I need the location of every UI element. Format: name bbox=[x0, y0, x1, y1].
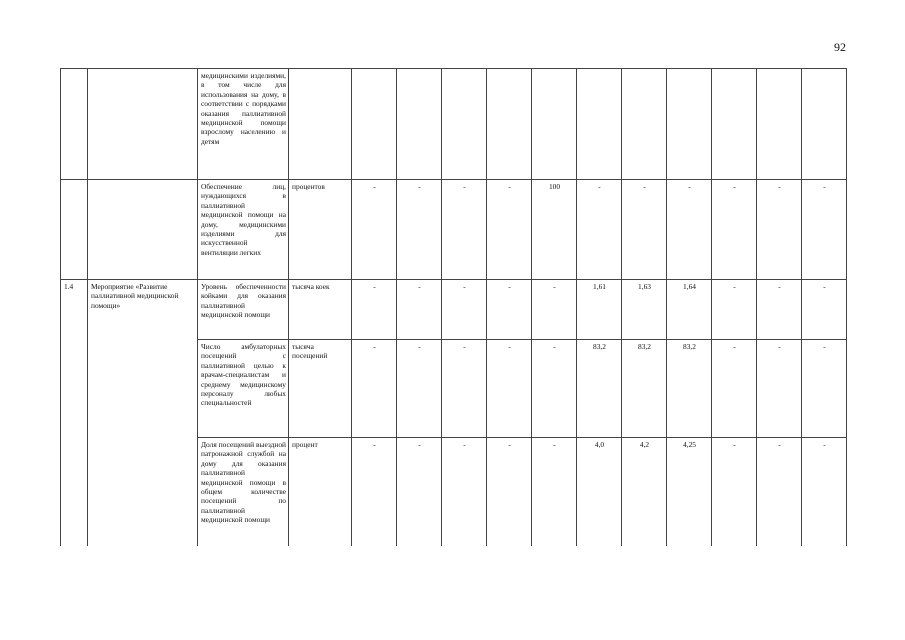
value-cell: - bbox=[577, 180, 622, 280]
value-cell: 83,2 bbox=[667, 340, 712, 438]
value-cell: - bbox=[757, 280, 802, 340]
value-cell: - bbox=[397, 280, 442, 340]
value-cell: - bbox=[712, 438, 757, 547]
value-cell: - bbox=[757, 438, 802, 547]
value-cell: - bbox=[802, 180, 847, 280]
indicator-cell: Уровень обеспеченности койками для оказания паллиативной медицинской помощи bbox=[198, 280, 289, 340]
unit-cell: тысяча посещений bbox=[289, 340, 352, 438]
indicator-cell: Число амбулаторных посещений с паллиативной целью к врачам-специалистам и среднему медицинскому персоналу любых специальностей bbox=[198, 340, 289, 438]
indicator-cell: Обеспечение лиц, нуждающихся в паллиативной медицинской помощи на дому, медицинскими изделиями для искусственной вентиляции легких bbox=[198, 180, 289, 280]
value-cell: - bbox=[352, 180, 397, 280]
value-cell: - bbox=[352, 280, 397, 340]
unit-cell bbox=[289, 69, 352, 180]
value-cell: - bbox=[487, 180, 532, 280]
event-cell bbox=[88, 69, 198, 180]
value-cell: 4,2 bbox=[622, 438, 667, 547]
value-cell: - bbox=[532, 340, 577, 438]
value-cell: - bbox=[487, 340, 532, 438]
unit-cell: тысяча коек bbox=[289, 280, 352, 340]
unit-cell: процентов bbox=[289, 180, 352, 280]
table-row bbox=[61, 69, 847, 180]
value-cell: 100 bbox=[532, 180, 577, 280]
value-cell: 1,61 bbox=[577, 280, 622, 340]
value-cell: - bbox=[757, 180, 802, 280]
unit-cell: процент bbox=[289, 438, 352, 547]
value-cell: - bbox=[442, 340, 487, 438]
value-cell bbox=[622, 69, 667, 180]
value-cell: 1,64 bbox=[667, 280, 712, 340]
value-cell bbox=[802, 69, 847, 180]
value-cell: - bbox=[622, 180, 667, 280]
indicator-cell: Доля посещений выездной патронажной службой на дому для оказания паллиативной медицинской помощи в общем количестве посещений по паллиативной медицинской помощи bbox=[198, 438, 289, 547]
value-cell: - bbox=[442, 438, 487, 547]
program-indicators-table bbox=[60, 68, 847, 546]
value-cell: 4,0 bbox=[577, 438, 622, 547]
value-cell: 83,2 bbox=[577, 340, 622, 438]
table-row bbox=[61, 280, 847, 340]
table-row bbox=[61, 180, 847, 280]
value-cell: - bbox=[667, 180, 712, 280]
value-cell: - bbox=[532, 438, 577, 547]
value-cell: - bbox=[802, 438, 847, 547]
value-cell: - bbox=[397, 340, 442, 438]
value-cell: - bbox=[442, 180, 487, 280]
value-cell: 1,63 bbox=[622, 280, 667, 340]
indicator-cell: медицинскими изделиями, в том числе для использования на дому, в соответствии с порядками оказания паллиативной медицинской помощи взрослому населению и детям bbox=[198, 69, 289, 180]
value-cell bbox=[487, 69, 532, 180]
value-cell: 83,2 bbox=[622, 340, 667, 438]
value-cell: 4,25 bbox=[667, 438, 712, 547]
value-cell: - bbox=[712, 180, 757, 280]
value-cell: - bbox=[712, 280, 757, 340]
value-cell: - bbox=[352, 438, 397, 547]
value-cell bbox=[352, 69, 397, 180]
value-cell: - bbox=[442, 280, 487, 340]
value-cell bbox=[667, 69, 712, 180]
row-number-cell: 1.4 bbox=[61, 280, 88, 547]
value-cell: - bbox=[532, 280, 577, 340]
value-cell bbox=[442, 69, 487, 180]
value-cell bbox=[712, 69, 757, 180]
value-cell: - bbox=[352, 340, 397, 438]
value-cell bbox=[532, 69, 577, 180]
value-cell: - bbox=[397, 438, 442, 547]
value-cell bbox=[577, 69, 622, 180]
value-cell: - bbox=[712, 340, 757, 438]
event-cell bbox=[88, 180, 198, 280]
value-cell: - bbox=[487, 280, 532, 340]
page-number: 92 bbox=[834, 40, 846, 54]
row-number-cell bbox=[61, 180, 88, 280]
value-cell: - bbox=[757, 340, 802, 438]
value-cell: - bbox=[487, 438, 532, 547]
value-cell bbox=[397, 69, 442, 180]
event-cell: Мероприятие «Развитие паллиативной медицинской помощи» bbox=[88, 280, 198, 547]
value-cell: - bbox=[397, 180, 442, 280]
value-cell bbox=[757, 69, 802, 180]
row-number-cell bbox=[61, 69, 88, 180]
value-cell: - bbox=[802, 280, 847, 340]
value-cell: - bbox=[802, 340, 847, 438]
